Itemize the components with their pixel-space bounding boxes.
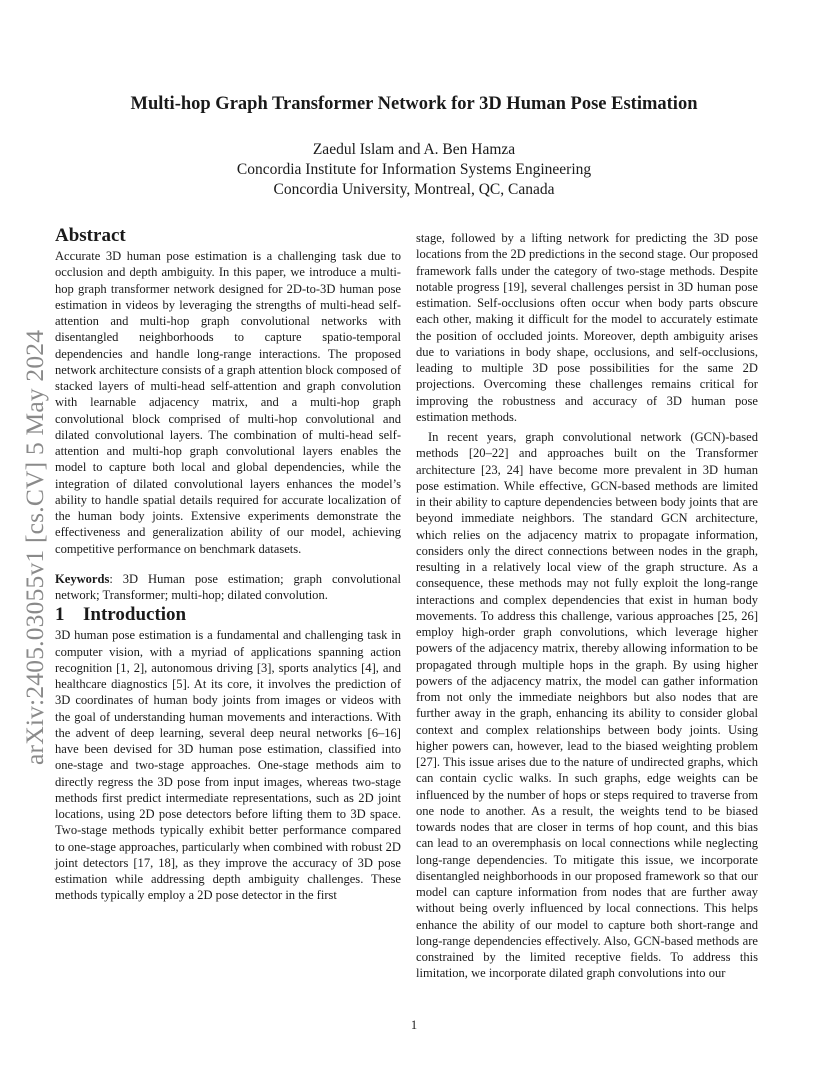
abstract-text: Accurate 3D human pose estimation is a challenging task due to occlusion and depth ambiguity. In this paper, we introduce a multi-hop graph transformer network designed for 2D-to-3D human pose estimation in videos by leveraging the strengths of multi-head self-attention and multi-hop graph convolutional networks with disentangled neighborhoods to capture spatio-temporal dependencies and handle long-range interactions. The proposed network architecture consists of a graph attention block composed of stacked layers of multi-head self-attention and graph convolution with learnable adjacency matrix, and a multi-hop graph convolutional block comprised of multi-hop convolutional and dilated convolutional layers. The combination of multi-head self-attention and multi-hop graph convolutional layers enables the model to capture both local and global dependencies, while the integration of dilated convolutional layers enhances the model’s ability to handle spatial details required for accurate localization of the human body joints. Extensive experiments demonstrate the effectiveness and generalization ability of our model, achieving competitive performance on benchmark datasets. [55, 249, 401, 556]
right-column [416, 230, 758, 982]
arxiv-identifier-stamp [16, 285, 56, 765]
author-names: Zaedul Islam and A. Ben Hamza [312, 141, 516, 158]
left-column [55, 224, 401, 904]
author-location: Concordia University, Montreal, QC, Canada [273, 181, 555, 198]
section-title: Introduction [83, 604, 187, 626]
intro-paragraph-1: 3D human pose estimation is a fundamental and challenging task in computer vision, with a myriad of applications spanning action recognition [1, 2], autonomous driving [3], sports analytics [4], and healthcare diagnostics [5]. At its core, it involves the prediction of 3D coordinates of human body joints from images or videos with the goal of understanding human movements and interactions. With the advent of deep learning, several deep neural networks [6–16] have been devised for 3D human pose estimation, classified into one-stage and two-stage approaches. One-stage methods aim to directly regress the 3D pose from input images, whereas two-stage methods first predict intermediate representations, such as 2D joint locations, using 2D pose detectors before lifting them to 3D space. Two-stage methods typically exhibit better performance compared to one-stage approaches, particularly when combined with robust 2D joint detectors [17, 18], as they improve the accuracy of 3D pose estimation while addressing depth ambiguity challenges. These methods typically employ a 2D pose detector in the first [55, 628, 401, 903]
abstract-heading: Abstract [55, 225, 126, 246]
arxiv-id-text: arXiv:2405.03055v1 [cs.CV] 5 May 2024 [20, 329, 49, 765]
author-affiliation: Concordia Institute for Information Systems Engineering [236, 161, 592, 178]
keywords-label: Keywords [55, 571, 110, 586]
intro-paragraph-1-continued: stage, followed by a lifting network for predicting the 3D pose locations from the 2D predictions in the second stage. Our proposed framework falls under the category of two-stage methods. Despite notable progress [19], several challenges persist in 3D human pose estimation. Self-occlusions often occur when body parts obscure each other, making it difficult for the model to accurately estimate the position of occluded joints. Moreover, depth ambiguity arises due to variations in body shape, occlusions, and self-occlusions, leading to multiple 3D pose possibilities for the same 2D projections. Overcoming these challenges remains critical for improving the robustness and accuracy of 3D human pose estimation methods. [416, 231, 758, 424]
keywords-text: : 3D Human pose estimation; graph convolutional network; Transformer; multi-hop; dilated convolution. [55, 571, 401, 602]
introduction-heading [55, 603, 401, 627]
page-number: 1 [410, 1018, 418, 1032]
section-number: 1 [55, 604, 65, 626]
author-block [0, 140, 828, 200]
keywords-paragraph [55, 571, 401, 604]
paper-title: Multi-hop Graph Transformer Network for 3D Human Pose Estimation [130, 94, 698, 114]
intro-paragraph-2: In recent years, graph convolutional network (GCN)-based methods [20–22] and approaches built on the Transformer architecture [23, 24] have become more prevalent in 3D human pose estimation. While effective, GCN-based methods are limited in their ability to capture dependencies between body joints that are beyond immediate neighbors. The standard GCN architecture, which relies on the adjacency matrix to propagate information, considers only the direct connections between nodes in the graph, resulting in a relatively local view of the graph structure. As a consequence, these methods may not fully exploit the long-range interactions and complex dependencies that exist in human body movements. To address this challenge, various approaches [25, 26] employ high-order graph convolutions, which leverage higher powers of the adjacency matrix, thereby allowing information to be propagated through multiple hops in the graph. By using higher powers of the adjacency matrix, the model can gather information from not only the immediate neighbors but also nodes that are further away in the graph, enhancing its ability to consider global context and complex relationships between body joints. Using higher powers can, however, lead to the biased weighting problem [27]. This issue arises due to the nature of undirected graphs, which can contain cyclic walks. In such graphs, edge weights can be influenced by the number of hops or steps required to traverse from one node to another. As a result, the weights tend to be biased towards nodes that are closer in terms of hop count, and this bias can lead to an overemphasis on local connections while neglecting long-range dependencies. To mitigate this issue, we incorporate disentangled neighborhoods in our proposed framework so that our model can capture information from nodes that are further away without being overly influenced by local connections. This helps enhance the ability of our model to capture both short-range and long-range dependencies effectively. Also, GCN-based methods are constrained by the limited receptive fields. To address this limitation, we incorporate dilated graph convolutions into our [416, 430, 758, 981]
